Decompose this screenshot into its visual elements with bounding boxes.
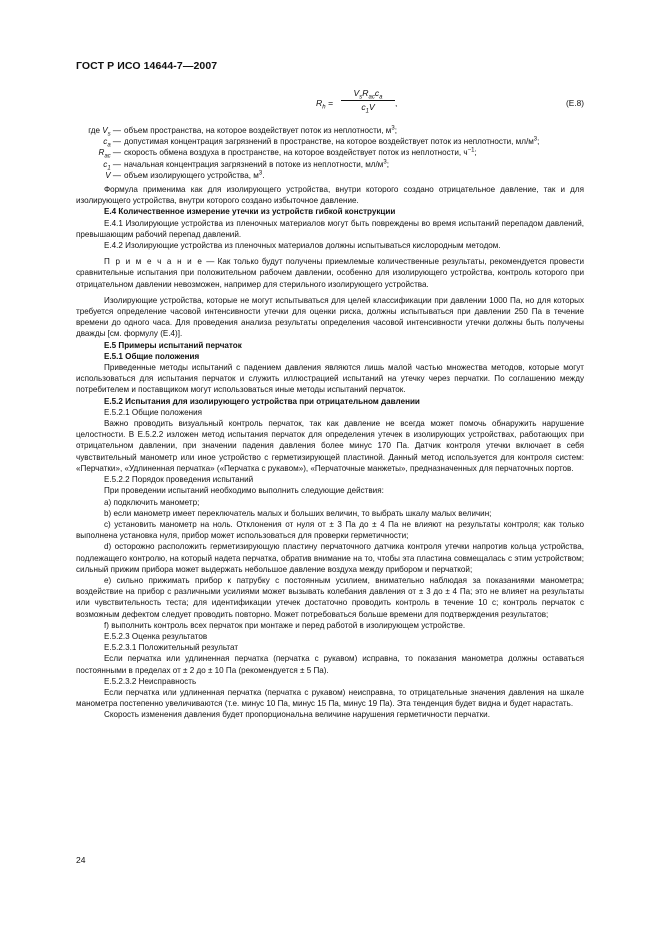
definition-item: где $V_s$ — объем пространства, на которое воздействует поток из неплотности, $м^3$; <box>88 125 397 138</box>
document-body <box>76 125 584 721</box>
list-item-a: a) подключить манометр; <box>104 497 200 507</box>
section-heading-e4: E.4 Количественное измерение утечки из устройств гибкой конструкции <box>104 207 396 217</box>
note-label: П р и м е ч а н и е <box>104 257 204 267</box>
definition-item: $c_1$ — начальная концентрация загрязнений в потоке из неплотности, $мл/м^3$; <box>103 158 389 172</box>
list-item-c: c) установить манометр на ноль. Отклонения от нуля от ± 3 Па до ± 4 Па не влияют на результаты контроля; как только выполнена установка нуля, прибор может использоваться для проверки герметичности; <box>76 519 584 541</box>
equation-number: (E.8) <box>566 98 584 108</box>
list-item-f: f) выполнить контроль всех перчаток при монтаже и перед работой в изолирующем устройстве. <box>104 620 466 630</box>
list-item-e: e) сильно прижимать прибор к патрубку с постоянным усилием, внимательно наблюдая за показаниями манометра; воздействие на прибор с различными усилиями может вызывать колебания давления от ± 3 до ± 4 Па; это не влияет на результаты или чувствительность теста; для идентификации утечек достаточно проводить контроль в течение 10 с; контроль перчаток с возможным дефектом следует проводить повторно. Может потребоваться больше времени для подтверждения результатов; <box>76 575 584 619</box>
list-item-b: b) если манометр имеет переключатель малых и больших величин, то выбрать шкалу малых величин; <box>104 508 492 518</box>
definition-item: $R_{ac}$ — скорость обмена воздуха в пространстве, на которое воздействует поток из неплотности, $ч^{-1}$; <box>98 147 477 161</box>
paragraph-e5231: Если перчатка или удлиненная перчатка (перчатка с рукавом) исправна, то показания манометра должны оставаться постоянными в пределах от ± 2 до ± 10 Па (рекомендуется ± 5 Па). <box>76 654 584 675</box>
subsection-heading-e5232: E.5.2.3.2 Неисправность <box>104 676 197 686</box>
section-heading-e5: E.5 Примеры испытаний перчаток <box>104 340 242 350</box>
paragraph-e522: При проведении испытаний необходимо выполнить следующие действия: <box>104 486 384 496</box>
paragraph: Изолирующие устройства, которые не могут испытываться для целей классификации при давлении 1000 Па, но для которых требуется определение часовой интенсивности утечки для оценки риска, должны испытываться при давлении 250 Па в течение времени до одного часа. Для проведения анализа результаты определения часовой интенсивности утечки должны быть получены дважды [см. формулу (Е.4)]. <box>76 295 584 339</box>
document-header: ГОСТ Р ИСО 14644-7—2007 <box>76 60 218 72</box>
definitions-lead: где <box>88 126 103 135</box>
formula-comma: , <box>395 98 398 108</box>
paragraph-e5232: Если перчатка или удлиненная перчатка (перчатка с рукавом) неисправна, то отрицательные значения давления на шкале манометра постепенно увеличиваются (т.е. минус 10 Па, минус 15 Па, минус 19 Па). Эта тенденция будет видна и будет нарастать. <box>76 687 584 709</box>
paragraph-e521: Важно проводить визуальный контроль перчаток, так как давление не всегда может помочь обнаружить нарушение целостности. В Е.5.2.2 изложен метод испытания перчаток для определения утечек в изолирующих устройствах, работающих при отрицательном давлении, при значении падения давления более минус 170 Па. Датчик контроля утечки включает в себя чувствительный манометр или иное устройство с герметизирующей пластиной. Данный метод используется для контроля систем: «Перчатки», «Удлиненная перчатка» («Перчатка с рукавом»), «Перчаточные манжеты», предназначенных для перчаточных портов. <box>76 419 584 473</box>
definition-item: V — объем изолирующего устройства, $м^3$. <box>105 170 265 180</box>
definition-item: $c_a$ — допустимая концентрация загрязнений в пространстве, на которое воздействует поток из неплотности, $мл/м^3$; <box>103 136 540 149</box>
subsection-heading-e523: E.5.2.3 Оценка результатов <box>104 631 208 641</box>
section-heading-e51: E.5.1 Общие положения <box>104 351 200 361</box>
list-item-d: d) осторожно расположить герметизирующую пластину перчаточного датчика контроля утечки напротив кольца устройства, подлежащего контролю, на который надета перчатка, обратив внимание на то, чтобы эта пластина совмещалась с этим устройством; сильный прижим прибора может выдержать небольшое давление воздуха между прибором и перчаткой; <box>76 542 584 574</box>
section-heading-e52: E.5.2 Испытания для изолирующего устройства при отрицательном давлении <box>104 396 420 406</box>
paragraph-e41: E.4.1 Изолирующие устройства из пленочных материалов могут быть повреждены во время испытаний перепадом давлений, превышающим рабочий перепад давлений. <box>76 218 584 239</box>
paragraph-e51: Приведенные методы испытаний с падением давления являются лишь малой частью множества методов, которые могут использоваться для испытания перчаток и служить иллюстрацией испытаний на утечку через перчатки. По соглашению между потребителем и поставщиком могут использоваться иные методы испытаний перчаток. <box>76 363 584 395</box>
formula-lhs: $R_h$ = <box>316 98 333 111</box>
paragraph-last: Скорость изменения давления будет пропорциональна величине нарушения герметичности перчатки. <box>104 710 490 720</box>
note-text: — Как только будут получены приемлемые количественные результаты, рекомендуется провести сравнительные испытания при положительном рабочем давлении, особенно для изолирующего устройства, контроль которого при отрицательном давлении невозможен, например для стерильного изолирующего устройства. <box>76 257 585 289</box>
formula-fraction <box>341 88 398 115</box>
formula-denominator: $c_1V$ <box>361 102 375 115</box>
subsection-heading-e522: E.5.2.2 Порядок проведения испытаний <box>104 475 254 485</box>
definitions-list <box>76 125 584 181</box>
note-paragraph <box>76 256 584 290</box>
paragraph-e42: E.4.2 Изолирующие устройства из пленочных материалов должны испытываться кислородным методом. <box>104 241 501 251</box>
paragraph: Формула применима как для изолирующего устройства, внутри которого создано отрицательное давление, так и для изолирующего устройства, внутри которого создано избыточное давление. <box>76 185 584 206</box>
subsection-heading-e521: E.5.2.1 Общие положения <box>104 407 202 417</box>
subsection-heading-e5231: E.5.2.3.1 Положительный результат <box>104 643 239 653</box>
formula-numerator: $V_sR_{ac}c_a$ <box>341 88 395 101</box>
page-number: 24 <box>76 855 86 865</box>
